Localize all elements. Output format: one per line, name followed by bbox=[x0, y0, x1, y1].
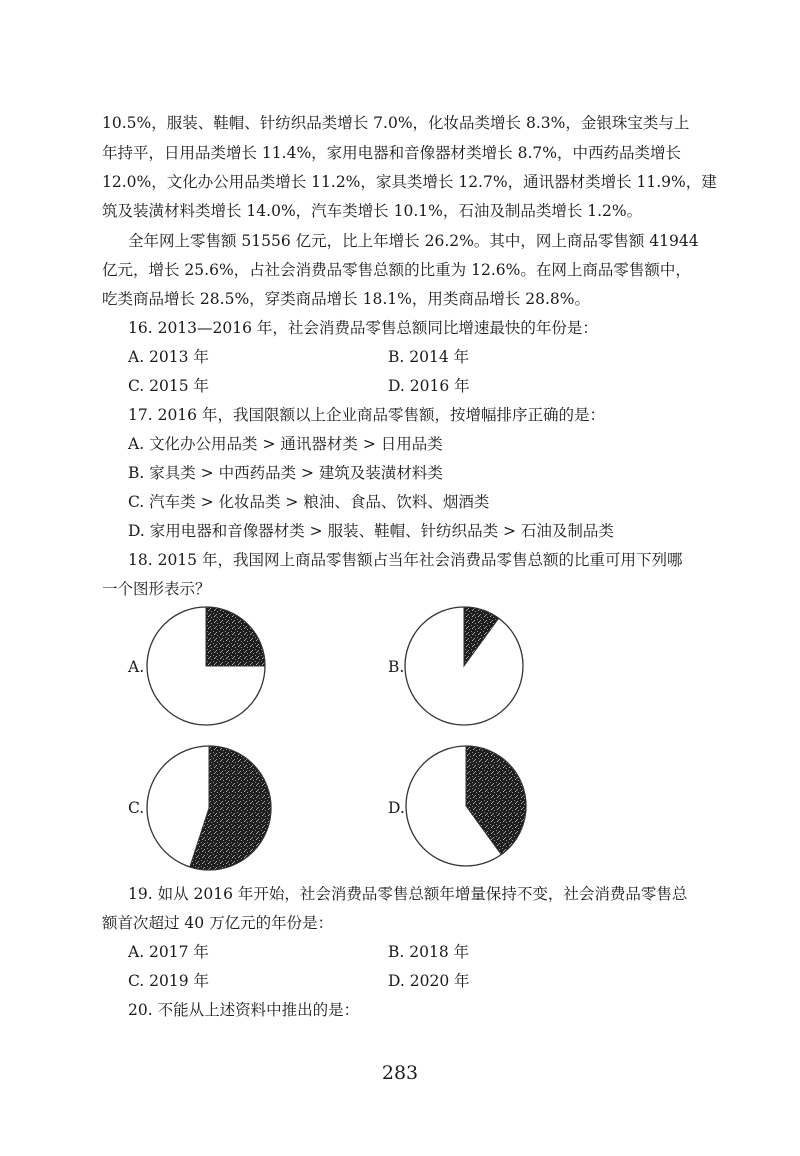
passage-line: 10.5%，服装、鞋帽、针纺织品类增长 7.0%，化妆品类增长 8.3%，金银珠宝类与上 bbox=[102, 114, 690, 132]
passage-line: 全年网上零售额 51556 亿元，比上年增长 26.2%。其中，网上商品零售额 41944 bbox=[128, 232, 699, 250]
q18-option-b-pie-chart[interactable] bbox=[402, 604, 526, 728]
question-17-stem: 17. 2016 年，我国限额以上企业商品零售额，按增幅排序正确的是： bbox=[128, 406, 605, 424]
q18-option-d-pie-chart[interactable] bbox=[403, 743, 529, 869]
q18-option-c-label[interactable]: C. bbox=[128, 799, 145, 817]
q17-option-c[interactable]: C. 汽车类 > 化妆品类 > 粮油、食品、饮料、烟酒类 bbox=[128, 493, 490, 511]
passage-line: 亿元，增长 25.6%，占社会消费品零售总额的比重为 12.6%。在网上商品零售额中， bbox=[102, 261, 691, 279]
q18-option-d-label[interactable]: D. bbox=[388, 799, 405, 817]
question-19-stem: 额首次超过 40 万亿元的年份是： bbox=[102, 914, 334, 932]
question-16-stem: 16. 2013—2016 年，社会消费品零售总额同比增速最快的年份是： bbox=[128, 319, 598, 337]
passage-line: 吃类商品增长 28.5%，穿类商品增长 18.1%，用类商品增长 28.8%。 bbox=[102, 290, 591, 308]
question-20-stem: 20. 不能从上述资料中推出的是： bbox=[128, 1001, 360, 1019]
q16-option-c[interactable]: C. 2015 年 bbox=[128, 377, 210, 395]
q19-option-c[interactable]: C. 2019 年 bbox=[128, 972, 210, 990]
question-19-stem: 19. 如从 2016 年开始，社会消费品零售总额年增量保持不变，社会消费品零售总 bbox=[128, 885, 688, 903]
q16-option-a[interactable]: A. 2013 年 bbox=[128, 348, 209, 366]
pie-slice bbox=[206, 607, 265, 666]
q17-option-b[interactable]: B. 家具类 > 中西药品类 > 建筑及装潢材料类 bbox=[128, 464, 443, 482]
q18-option-a-label[interactable]: A. bbox=[128, 658, 145, 676]
q19-option-b[interactable]: B. 2018 年 bbox=[388, 943, 470, 961]
passage-line: 筑及装潢材料类增长 14.0%，汽车类增长 10.1%，石油及制品类增长 1.2%。 bbox=[102, 202, 643, 220]
q16-option-b[interactable]: B. 2014 年 bbox=[388, 348, 470, 366]
q18-option-a-pie-chart[interactable] bbox=[144, 604, 268, 728]
q19-option-d[interactable]: D. 2020 年 bbox=[388, 972, 470, 990]
q17-option-d[interactable]: D. 家用电器和音像器材类 > 服装、鞋帽、针纺织品类 > 石油及制品类 bbox=[128, 522, 614, 540]
q18-option-c-pie-chart[interactable] bbox=[144, 743, 274, 873]
question-18-stem: 一个图形表示？ bbox=[102, 580, 211, 598]
passage-line: 12.0%，文化办公用品类增长 11.2%，家具类增长 12.7%，通讯器材类增长 11.9%，建 bbox=[102, 173, 717, 191]
page-number: 283 bbox=[381, 1062, 419, 1084]
q19-option-a[interactable]: A. 2017 年 bbox=[128, 943, 209, 961]
question-18-stem: 18. 2015 年，我国网上商品零售额占当年社会消费品零售总额的比重可用下列哪 bbox=[128, 551, 683, 569]
q18-option-b-label[interactable]: B. bbox=[388, 658, 405, 676]
q17-option-a[interactable]: A. 文化办公用品类 > 通讯器材类 > 日用品类 bbox=[128, 435, 443, 453]
q16-option-d[interactable]: D. 2016 年 bbox=[388, 377, 470, 395]
passage-line: 年持平，日用品类增长 11.4%，家用电器和音像器材类增长 8.7%，中西药品类增长 bbox=[102, 144, 681, 162]
